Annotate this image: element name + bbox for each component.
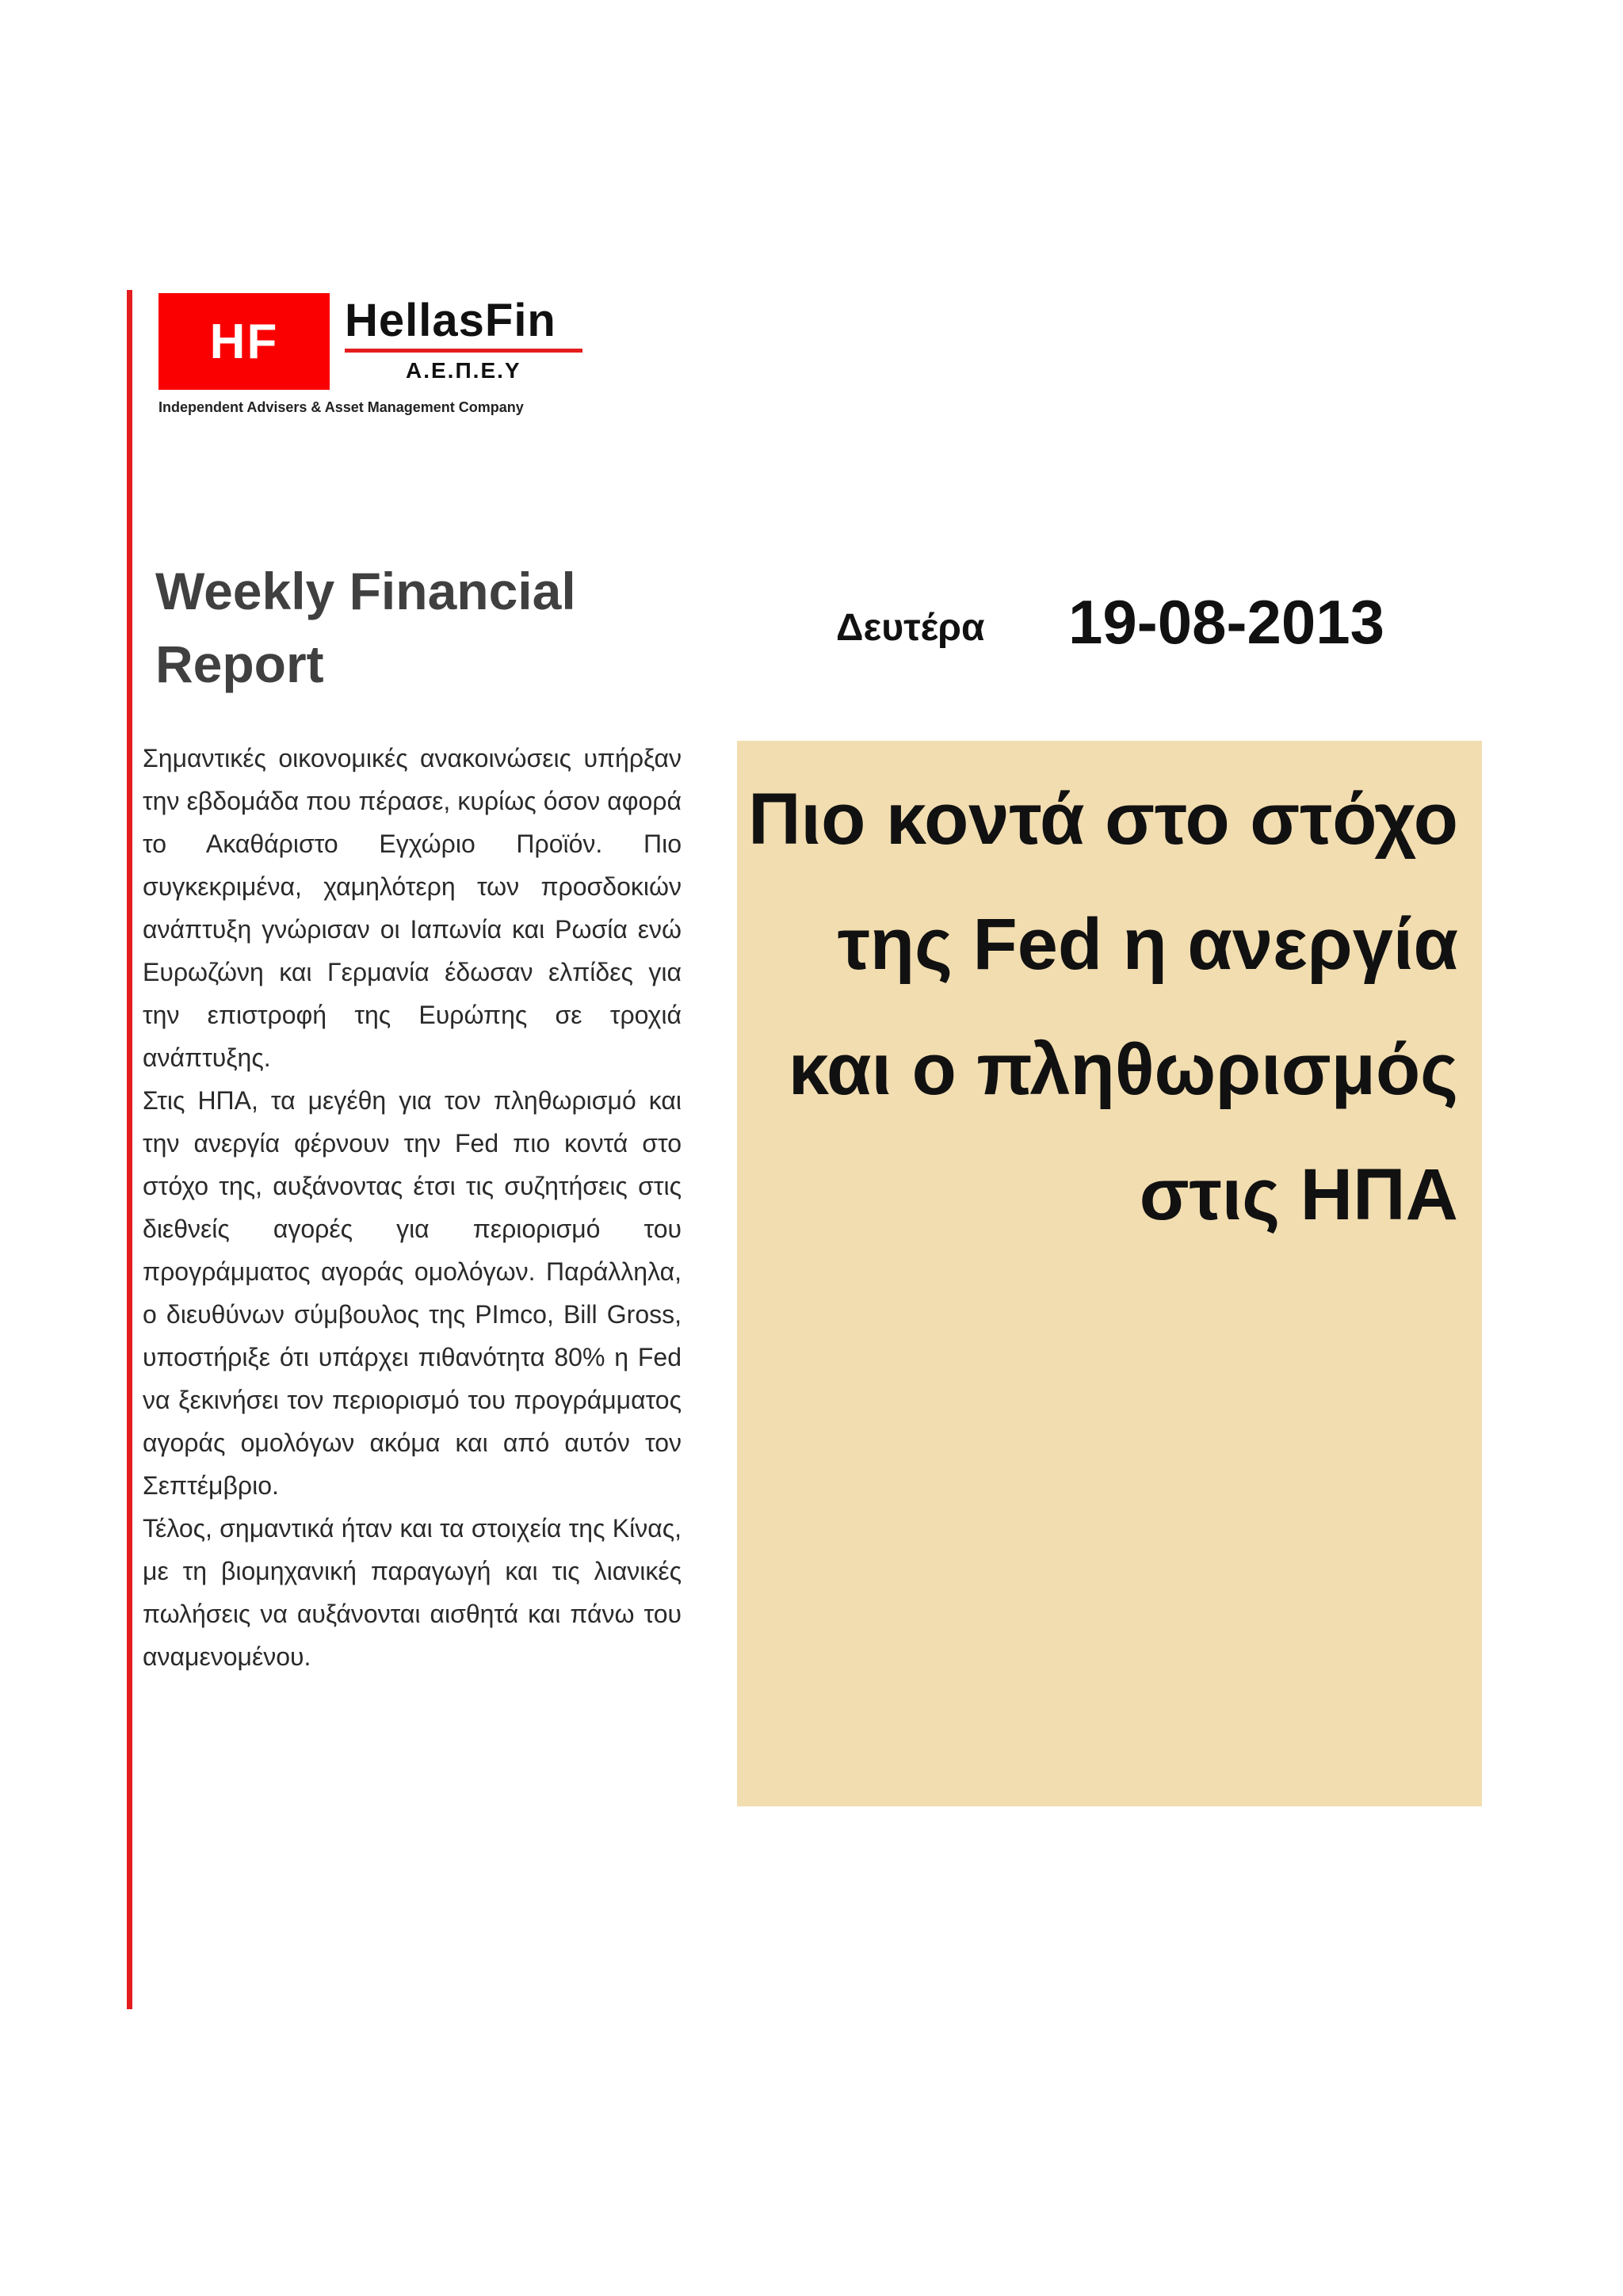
logo-name: HellasFin	[345, 295, 556, 346]
logo-tagline: Independent Advisers & Asset Management Company	[158, 399, 524, 415]
left-accent-rule	[127, 290, 132, 2009]
summary-paragraph: Στις ΗΠΑ, τα μεγέθη για τον πληθωρισμό και την ανεργία φέρνουν την Fed πιο κοντά στο στόχο της, αυξάνοντας έτσι τις συζητήσεις στις διεθνείς αγορές για περιορισμό του προγράμματος αγοράς ομολόγων. Παράλληλα, ο διευθύνων σύμβουλος της PImco, Bill Gross, υποστήριξε ότι υπάρχει πιθανότητα 80% η Fed να ξεκινήσει τον περιορισμό του προγράμματος αγοράς ομολόγων ακόμα και από αυτόν τον Σεπτέμβριο.	[143, 1086, 682, 1500]
headline: Πιο κοντά στο στόχο της Fed η ανεργία και ο πληθωρισμός στις ΗΠΑ	[748, 779, 1458, 1235]
report-title: Weekly Financial Report	[155, 562, 576, 693]
logo-mark: HF	[158, 293, 330, 390]
logo-underline	[345, 349, 582, 353]
company-logo	[158, 293, 586, 428]
summary-text	[143, 737, 682, 1678]
summary-paragraph: Τέλος, σημαντικά ήταν και τα στοιχεία της Κίνας, με τη βιομηχανική παραγωγή και τις λιανικές πωλήσεις να αυξάνονται αισθητά και πάνω του αναμενομένου.	[143, 1514, 682, 1671]
report-date: 19-08-2013	[1068, 587, 1384, 657]
report-day: Δευτέρα	[836, 607, 985, 649]
logo-subtitle: Α.Ε.Π.Ε.Υ	[406, 358, 521, 383]
headline-panel	[737, 741, 1482, 1806]
summary-paragraph: Σημαντικές οικονομικές ανακοινώσεις υπήρξαν την εβδομάδα που πέρασε, κυρίως όσον αφορά το Ακαθάριστο Εγχώριο Προϊόν. Πιο συγκεκριμένα, χαμηλότερη των προσδοκιών ανάπτυξη γνώρισαν οι Ιαπωνία και Ρωσία ενώ Ευρωζώνη και Γερμανία έδωσαν ελπίδες για την επιστροφή της Ευρώπης σε τροχιά ανάπτυξης.	[143, 744, 682, 1072]
